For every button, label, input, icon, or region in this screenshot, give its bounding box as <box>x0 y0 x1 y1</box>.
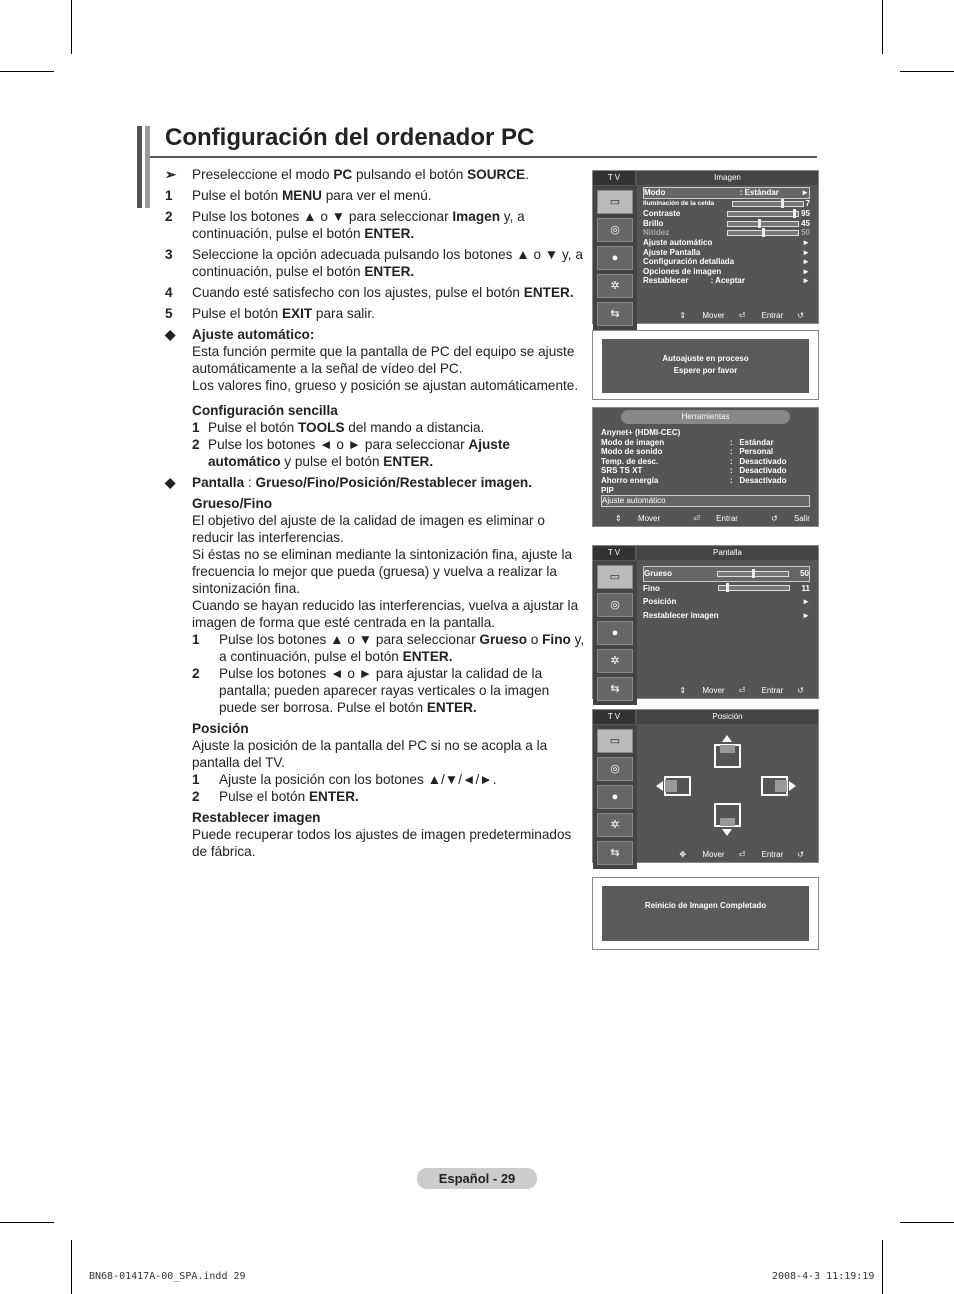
crop-mark <box>882 1240 883 1294</box>
level-bar <box>727 230 799 236</box>
diamond-bullet-icon: ◆ <box>165 475 176 490</box>
channel-icon: ● <box>597 246 633 270</box>
title-accent-bar <box>145 126 150 208</box>
crop-mark <box>900 71 954 72</box>
osd-footer: ⇕ Mover ⏎ Entrar ↺ Volver <box>637 684 818 698</box>
osd-sidebar <box>593 725 637 869</box>
step-4: 4 Cuando esté satisfecho con los ajustes, pulse el botón ENTER. <box>165 285 574 300</box>
setup-icon: ✲ <box>597 649 633 673</box>
osd-footer: ⇕ Mover ⏎ Entrar ↺ Salir <box>593 512 818 526</box>
sound-icon: ◎ <box>597 218 633 242</box>
bar-marker <box>793 209 796 218</box>
osd-imagen-menu <box>592 170 819 324</box>
step-5: 5 Pulse el botón EXIT para salir. <box>165 306 375 321</box>
sound-icon: ◎ <box>597 593 633 617</box>
step-1: 1 Pulse el botón MENU para ver el menú. <box>165 188 432 203</box>
crop-mark <box>900 1222 954 1223</box>
osd-footer: ✥ Mover ⏎ Entrar ↺ Volver <box>637 848 818 862</box>
bar-marker <box>752 569 755 578</box>
crop-mark <box>71 1240 72 1294</box>
osd-sidebar <box>593 561 637 705</box>
input-icon: ⇆ <box>597 677 633 701</box>
left-arrow-icon <box>656 781 663 791</box>
bar-marker <box>781 199 784 208</box>
osd-body: Anynet+ (HDMI-CEC) Modo de imagen : Estándar Modo de sonido : Personal Temp. de desc. : Desactivado SRS TS XT : Desactivado Ahorro energía : Desactivado PIP Ajuste automático <box>601 428 810 507</box>
osd-pantalla-menu <box>592 545 819 709</box>
channel-icon: ● <box>597 621 633 645</box>
input-icon: ⇆ <box>597 841 633 865</box>
title-accent-bar <box>137 126 142 208</box>
autoadjust-message: Autoajuste en proceso Espere por favor <box>592 330 819 400</box>
osd-header: Imagen <box>637 171 818 185</box>
osd-posicion-menu <box>592 709 819 873</box>
title-rule <box>150 156 817 158</box>
crop-mark <box>0 1222 54 1223</box>
osd-header: Herramientas <box>621 410 790 424</box>
auto-section: ◆ Ajuste automático: Esta función permite que la pantalla de PC del equipo se ajuste automáticamente a la señal de vídeo del PC. Los valores fino, grueso y posición se ajustan automáticamente. Configuración sencilla 1 Pulse el botón TOOLS del mando a distancia. 2 Pulse los botones ◄ o ► para seleccionar Ajuste automático y pulse el botón ENTER. <box>165 327 579 469</box>
crop-mark <box>882 0 883 54</box>
file-info: BN68-01417A-00_SPA.indd 29 <box>89 1271 246 1282</box>
osd-body: Modo : Estándar ► Iluminación de la celda 7 Contraste 95 Brillo 45 Nitidez 50 Ajuste automático ► Ajuste Pantalla ► Configuración detallada ► Opciones de imagen ► Restablecer : Aceptar ► <box>643 188 810 286</box>
level-bar <box>718 585 790 591</box>
level-bar <box>732 201 804 207</box>
level-bar <box>727 221 799 227</box>
setup-icon: ✲ <box>597 813 633 837</box>
step-3: 3 Seleccione la opción adecuada pulsando los botones ▲ o ▼ y, a continuación, pulse el botón ENTER. <box>165 247 583 279</box>
picture-icon: ▭ <box>597 729 633 753</box>
crop-mark <box>71 0 72 54</box>
setup-icon: ✲ <box>597 274 633 298</box>
picture-icon: ▭ <box>597 565 633 589</box>
bar-marker <box>726 583 729 592</box>
intro-line: ➢ Preseleccione el modo PC pulsando el botón SOURCE. <box>165 167 530 182</box>
channel-icon: ● <box>597 785 633 809</box>
picture-icon: ▭ <box>597 190 633 214</box>
osd-tv-label: T V <box>593 710 635 724</box>
osd-tv-label: T V <box>593 546 635 560</box>
diamond-bullet-icon: ◆ <box>165 327 176 342</box>
file-date: 2008-4-3 11:19:19 <box>772 1271 875 1282</box>
sound-icon: ◎ <box>597 757 633 781</box>
level-bar <box>717 571 789 577</box>
input-icon: ⇆ <box>597 302 633 326</box>
osd-body: Grueso 50 Fino 11 Posición ► Restablecer imagen ► <box>643 566 810 622</box>
down-arrow-icon <box>722 829 732 836</box>
screen-section: ◆ Pantalla : Grueso/Fino/Posición/Restablecer imagen. Grueso/Fino El objetivo del ajuste de la calidad de imagen es eliminar o reducir las interferencias. Si éstas no se eliminan mediante la sintonización fina, ajuste la frecuencia lo mejor que pueda (gruesa) y vuelva a realizar la sintonización fina. Cuando se hayan reducido las interferencias, vuelva a ajustar la imagen de forma que esté centrada en la pantalla. 1 Pulse los botones ▲ o ▼ para seleccionar Grueso o Fino y, a continuación, pulse el botón ENTER. 2 Pulse los botones ◄ o ► para ajustar la calidad de la pantalla; pueden aparecer rayas verticales o la imagen puede ser borrosa. Pulse el botón ENTER. Posición Ajuste la posición de la pantalla del PC si no se acopla a la pantalla del TV. 1 Ajuste la posición con los botones ▲/▼/◄/►. 2 Pulse el botón ENTER. Restablecer imagen Puede recuperar todos los ajustes de imagen predeterminados de fábrica. <box>165 475 585 859</box>
bar-marker <box>762 228 765 237</box>
osd-header: Posición <box>637 710 818 724</box>
page-number: Español - 29 <box>417 1168 537 1189</box>
level-bar <box>727 211 799 217</box>
osd-footer: ⇕ Mover ⏎ Entrar ↺ <box>637 309 818 323</box>
osd-tv-label: T V <box>593 171 635 185</box>
bar-marker <box>758 219 761 228</box>
position-diagram <box>637 725 818 847</box>
right-arrow-icon <box>789 781 796 791</box>
instructions <box>165 166 585 860</box>
page-title: Configuración del ordenador PC <box>165 124 535 151</box>
reset-complete-message: Reinicio de Imagen Completado <box>592 877 819 950</box>
arrow-icon: ➢ <box>165 167 177 182</box>
osd-header: Pantalla <box>637 546 818 560</box>
osd-tools-menu <box>592 407 819 527</box>
step-2: 2 Pulse los botones ▲ o ▼ para seleccionar Imagen y, a continuación, pulse el botón ENTER. <box>165 209 525 241</box>
osd-sidebar <box>593 186 637 330</box>
crop-mark <box>0 71 54 72</box>
up-arrow-icon <box>722 735 732 742</box>
